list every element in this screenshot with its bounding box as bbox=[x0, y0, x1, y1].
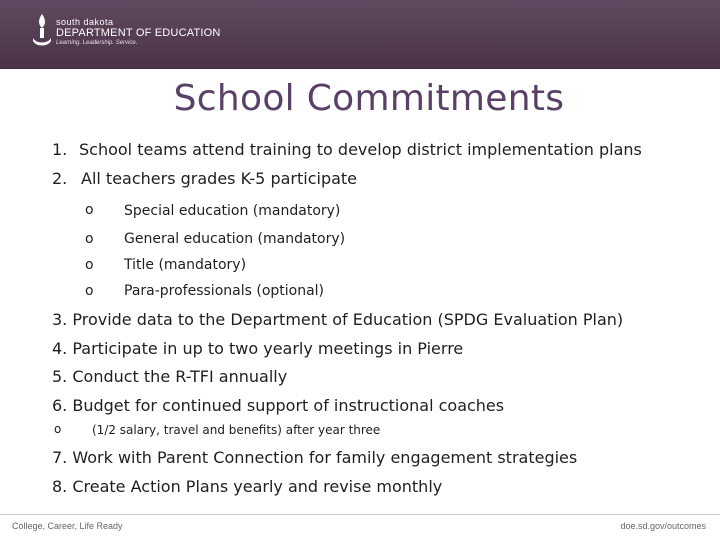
logo-mark-icon bbox=[30, 12, 54, 52]
list-item: School teams attend training to develop district implementation plans bbox=[79, 140, 642, 159]
sub-bullet-marker: o bbox=[85, 202, 94, 218]
sd-doe-logo bbox=[30, 12, 230, 52]
list-item: 6. Budget for continued support of instructional coaches bbox=[52, 396, 505, 415]
slide-title: School Commitments bbox=[173, 78, 565, 119]
note-text: (1/2 salary, travel and benefits) after year three bbox=[92, 423, 381, 437]
logo-department-text: DEPARTMENT OF EDUCATION bbox=[56, 27, 221, 39]
logo-state-text: south dakota bbox=[56, 17, 114, 27]
logo-tagline-text: Learning. Leadership. Service. bbox=[56, 40, 138, 46]
list-item: 7. Work with Parent Connection for family engagement strategies bbox=[52, 448, 578, 467]
footer-bar bbox=[0, 514, 720, 541]
footer-tagline: College, Career, Life Ready bbox=[12, 521, 123, 531]
sub-list-item: Special education (mandatory) bbox=[124, 203, 341, 219]
footer-url: doe.sd.gov/outcomes bbox=[620, 521, 706, 531]
sub-bullet-marker: o bbox=[85, 283, 94, 299]
sub-bullet-marker: o bbox=[85, 257, 94, 273]
list-marker: 2. bbox=[52, 169, 68, 188]
sub-bullet-marker: o bbox=[85, 231, 94, 247]
note-bullet-marker: o bbox=[54, 422, 62, 436]
list-item: 8. Create Action Plans yearly and revise monthly bbox=[52, 477, 443, 496]
list-item: 3. Provide data to the Department of Education (SPDG Evaluation Plan) bbox=[52, 310, 624, 329]
list-item: All teachers grades K-5 participate bbox=[81, 169, 358, 188]
list-item: 5. Conduct the R-TFI annually bbox=[52, 367, 288, 386]
list-item: 4. Participate in up to two yearly meetings in Pierre bbox=[52, 339, 464, 358]
sub-list-item: General education (mandatory) bbox=[124, 231, 346, 247]
sub-list-item: Title (mandatory) bbox=[124, 257, 247, 273]
header-banner bbox=[0, 0, 720, 69]
list-marker: 1. bbox=[52, 140, 68, 159]
sub-list-item: Para-professionals (optional) bbox=[124, 283, 325, 299]
